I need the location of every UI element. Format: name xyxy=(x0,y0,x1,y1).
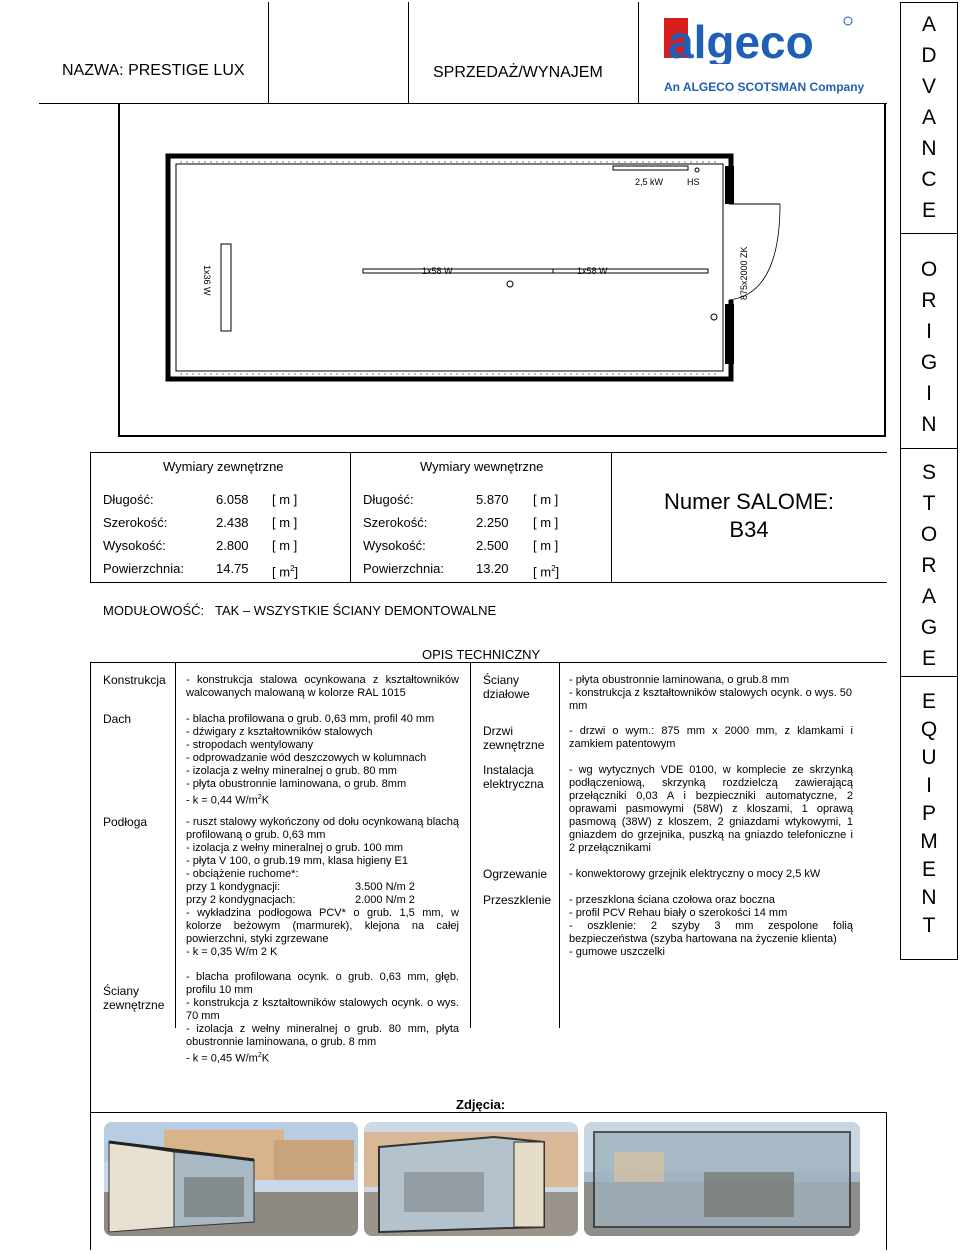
dim-unit: [ m xyxy=(272,564,291,580)
sidebar-letter: M xyxy=(920,830,938,853)
dach-line: - blacha profilowana o grub. 0,63 mm, profil 40 mm xyxy=(186,713,435,725)
dach-line: - stropodach wentylowany xyxy=(186,739,314,751)
sidebar-letter: D xyxy=(921,44,937,67)
label-line: Instalacja xyxy=(483,763,534,777)
label-line: elektryczna xyxy=(483,777,544,791)
sidebar-letter: N xyxy=(921,137,937,160)
sidebar-letter: S xyxy=(921,461,936,484)
dim-unit-end: ] xyxy=(555,564,560,580)
sidebar-letter: G xyxy=(920,351,938,374)
dim-unit-sup: 2 xyxy=(551,564,556,573)
przeszklenie-line: - oszklenie: 2 szyby 3 mm zespolone folią bezpieczeństwa (szyba hartowana na życzenie klienta) xyxy=(569,920,853,945)
lamp-label-side: 1x36 W xyxy=(202,265,212,296)
sidebar-letter: R xyxy=(921,289,937,312)
sidebar-letter: A xyxy=(921,106,936,129)
modularity xyxy=(103,603,496,618)
sidebar-word-origin xyxy=(900,254,958,440)
label-instalacja xyxy=(483,763,544,791)
sciany-zew-line: - blacha profilowana ocynk. o grub. 0,63 mm, głęb. profilu 10 mm xyxy=(186,971,459,996)
logo-wordmark: algeco xyxy=(668,16,814,64)
dim-value: 2.250 xyxy=(476,515,509,530)
dim-label: Powierzchnia: xyxy=(363,561,444,576)
label-drzwi xyxy=(483,724,544,752)
load-label: przy 2 kondygnacjach: xyxy=(186,894,296,906)
podloga-line: - ruszt stalowy wykończony od dołu ocynkowaną blachą profilowaną o grub. 0,63 mm xyxy=(186,816,459,841)
sidebar-letter: E xyxy=(921,858,936,881)
int-dims-table xyxy=(363,488,560,580)
sidebar-word-storage xyxy=(900,457,958,674)
podloga-text xyxy=(186,816,459,959)
dim-unit-end: ] xyxy=(294,564,299,580)
label-sciany-dzialowe xyxy=(483,673,530,701)
podloga-line: - k = 0,35 W/m 2 K xyxy=(186,946,278,958)
label-line: działowe xyxy=(483,687,530,701)
przeszklenie-line: - profil PCV Rehau biały o szerokości 14 mm xyxy=(569,907,788,919)
dim-value: 2.500 xyxy=(476,538,509,553)
salome-value: B34 xyxy=(729,517,769,542)
sidebar-letter: E xyxy=(921,647,936,670)
algeco-logo xyxy=(664,14,854,64)
konstrukcja-text: - konstrukcja stalowa ocynkowana z kształtowników walcowanych malowaną w kolorze RAL 1015 xyxy=(186,674,459,699)
podloga-line: - wykładzina podłogowa PCV* o grub. 1,5 mm, w kolorze beżowym (marmurek), klejona na całej powierzchni, styki zgrzewane xyxy=(186,907,459,945)
dim-unit-sup: 2 xyxy=(290,564,295,573)
sidebar-letter: C xyxy=(921,168,937,191)
int-dims-title: Wymiary wewnętrzne xyxy=(420,459,544,474)
lamp-label-1: 1x58 W xyxy=(422,266,453,276)
label-line: zewnętrzne xyxy=(483,738,545,752)
dim-value: 13.20 xyxy=(476,561,509,576)
sidebar-letter: I xyxy=(926,382,932,405)
sidebar-letter: V xyxy=(921,75,936,98)
dim-label: Długość: xyxy=(363,492,414,507)
sidebar-letter: T xyxy=(922,492,936,515)
sidebar-letter: E xyxy=(921,199,936,222)
dach-line: - płyta obustronnie laminowana, o grub. 8mm xyxy=(186,778,407,790)
dim-unit: [ m ] xyxy=(272,515,298,530)
sciany-zew-k-end: K xyxy=(261,1052,270,1065)
lamp-label-2: 1x58 W xyxy=(577,266,608,276)
dim-value: 14.75 xyxy=(216,561,249,576)
sidebar-letter: E xyxy=(921,690,936,713)
photo-1 xyxy=(104,1122,358,1236)
modularity-value: TAK – WSZYSTKIE ŚCIANY DEMONTOWALNE xyxy=(214,603,497,618)
sidebar-letter: O xyxy=(920,258,938,281)
sciany-dz-line: - konstrukcja z kształtowników stalowych ocynk. o wys. 50 mm xyxy=(569,687,853,712)
label-konstrukcja: Konstrukcja xyxy=(103,673,166,687)
dim-label: Wysokość: xyxy=(363,538,426,553)
sidebar-letter: U xyxy=(921,746,937,769)
product-name: NAZWA: PRESTIGE LUX xyxy=(62,62,245,79)
dim-label: Szerokość: xyxy=(363,515,428,530)
door-label: 875x2000 ZK xyxy=(739,246,749,300)
sciany-zew-text xyxy=(186,971,459,1066)
podloga-line: - izolacja z wełny mineralnej o grub. 100 mm xyxy=(186,842,404,854)
ext-dims-table xyxy=(103,488,299,580)
ogrzewanie-text: - konwektorowy grzejnik elektryczny o mocy 2,5 kW xyxy=(569,868,821,880)
hs-label: HS xyxy=(687,177,700,187)
dim-label: Powierzchnia: xyxy=(103,561,184,576)
label-line: Ściany xyxy=(103,984,140,998)
label-dach: Dach xyxy=(103,712,132,726)
dim-value: 6.058 xyxy=(216,492,249,507)
sidebar-letter: T xyxy=(922,914,936,937)
sciany-zew-line: - konstrukcja z kształtowników stalowych ocynk. o wys. 70 mm xyxy=(186,997,459,1022)
sciany-zew-k: - k = 0,45 W/m xyxy=(186,1052,258,1065)
photo-3 xyxy=(584,1122,860,1236)
dach-line: - odprowadzanie wód deszczowych w kolumnach xyxy=(186,752,427,764)
sidebar-letter: I xyxy=(926,320,932,343)
sidebar-letter: P xyxy=(921,802,936,825)
photo-2 xyxy=(364,1122,578,1236)
salome-number xyxy=(611,488,887,544)
load-label: przy 1 kondygnacji: xyxy=(186,881,281,893)
opis-title: OPIS TECHNICZNY xyxy=(422,647,541,662)
dach-line: - dźwigary z kształtowników stalowych xyxy=(186,726,373,738)
dim-unit: [ m ] xyxy=(533,492,559,507)
label-line: Drzwi xyxy=(483,724,513,738)
sidebar-word-advance xyxy=(900,9,958,226)
dach-k-end: K xyxy=(261,794,270,807)
sidebar-letter: N xyxy=(921,413,937,436)
label-line: zewnętrzne xyxy=(103,998,165,1012)
sidebar-letter: Q xyxy=(920,718,938,741)
sidebar-letter: I xyxy=(926,774,932,797)
sidebar-word-equipment xyxy=(900,688,958,940)
label-line: Ściany xyxy=(483,673,520,687)
sciany-dz-line: - płyta obustronnie laminowana, o grub.8 mm xyxy=(569,674,790,686)
sidebar-letter: A xyxy=(921,585,936,608)
sidebar-letter: O xyxy=(920,523,938,546)
dach-k-value: - k = 0,44 W/m xyxy=(186,794,258,807)
photos-title: Zdjęcia: xyxy=(456,1097,506,1112)
sciany-dz-text xyxy=(569,674,853,713)
drzwi-text: - drzwi o wym.: 875 mm x 2000 mm, z klamkami i zamkiem patentowym xyxy=(569,725,853,750)
dim-value: 2.438 xyxy=(216,515,249,530)
dim-unit: [ m ] xyxy=(272,538,298,553)
instalacja-text: - wg wytycznych VDE 0100, w komplecie ze skrzynką podłączeniową, skrzynką rozdzielczą zawierającą przełączniki 0,03 A i bezpieczniki automatyczne, 2 oprawami pasmowymi (58W) z kloszami, 1 oprawą pasmową (38W) z kloszem, 2 gniazdami wtykowymi, 1 gniazdem do grzejnika, puszką na gniazdo telefoniczne i 2 przełącznikami xyxy=(569,764,853,854)
salome-label: Numer SALOME: xyxy=(664,489,834,514)
sciany-zew-k-sup: 2 xyxy=(257,1052,262,1059)
dach-line: - izolacja z wełny mineralnej o grub. 80 mm xyxy=(186,765,397,777)
dach-k-sup: 2 xyxy=(257,794,262,801)
load-value: 2.000 N/m 2 xyxy=(355,894,415,906)
dim-unit: [ m xyxy=(533,564,552,580)
dim-value: 5.870 xyxy=(476,492,509,507)
logo-subtitle: An ALGECO SCOTSMAN Company xyxy=(664,80,865,94)
podloga-line: - obciążenie ruchome*: xyxy=(186,868,299,880)
floor-plan xyxy=(118,104,886,437)
dim-unit: [ m ] xyxy=(272,492,298,507)
load-value: 3.500 N/m 2 xyxy=(355,881,415,893)
sidebar-letter: A xyxy=(921,13,936,36)
przeszklenie-line: - gumowe uszczelki xyxy=(569,946,665,958)
sciany-zew-line: - izolacja z wełny mineralnej o grub. 80 mm, płyta obustronnie laminowana, o grub. 8 mm xyxy=(186,1023,459,1048)
sidebar-letter: G xyxy=(920,616,938,639)
heater-label: 2,5 kW xyxy=(635,177,664,187)
label-ogrzewanie: Ogrzewanie xyxy=(483,867,548,881)
dim-label: Długość: xyxy=(103,492,154,507)
dim-label: Szerokość: xyxy=(103,515,168,530)
podloga-line: - płyta V 100, o grub.19 mm, klasa higieny E1 xyxy=(186,855,408,867)
ext-dims-title: Wymiary zewnętrzne xyxy=(163,459,284,474)
label-sciany-zewnetrzne xyxy=(103,984,164,1012)
label-podloga: Podłoga xyxy=(103,815,148,829)
dim-unit: [ m ] xyxy=(533,538,559,553)
sale-rent-label: SPRZEDAŻ/WYNAJEM xyxy=(433,64,603,81)
dach-text xyxy=(186,713,459,808)
dim-value: 2.800 xyxy=(216,538,249,553)
label-przeszklenie: Przeszklenie xyxy=(483,893,552,907)
modularity-label: MODUŁOWOŚĆ: xyxy=(103,603,205,618)
przeszklenie-text xyxy=(569,894,853,959)
sidebar-letter: R xyxy=(921,554,937,577)
dim-unit: [ m ] xyxy=(533,515,559,530)
przeszklenie-line: - przeszklona ściana czołowa oraz boczna xyxy=(569,894,776,906)
sidebar-letter: N xyxy=(921,886,937,909)
dim-label: Wysokość: xyxy=(103,538,166,553)
